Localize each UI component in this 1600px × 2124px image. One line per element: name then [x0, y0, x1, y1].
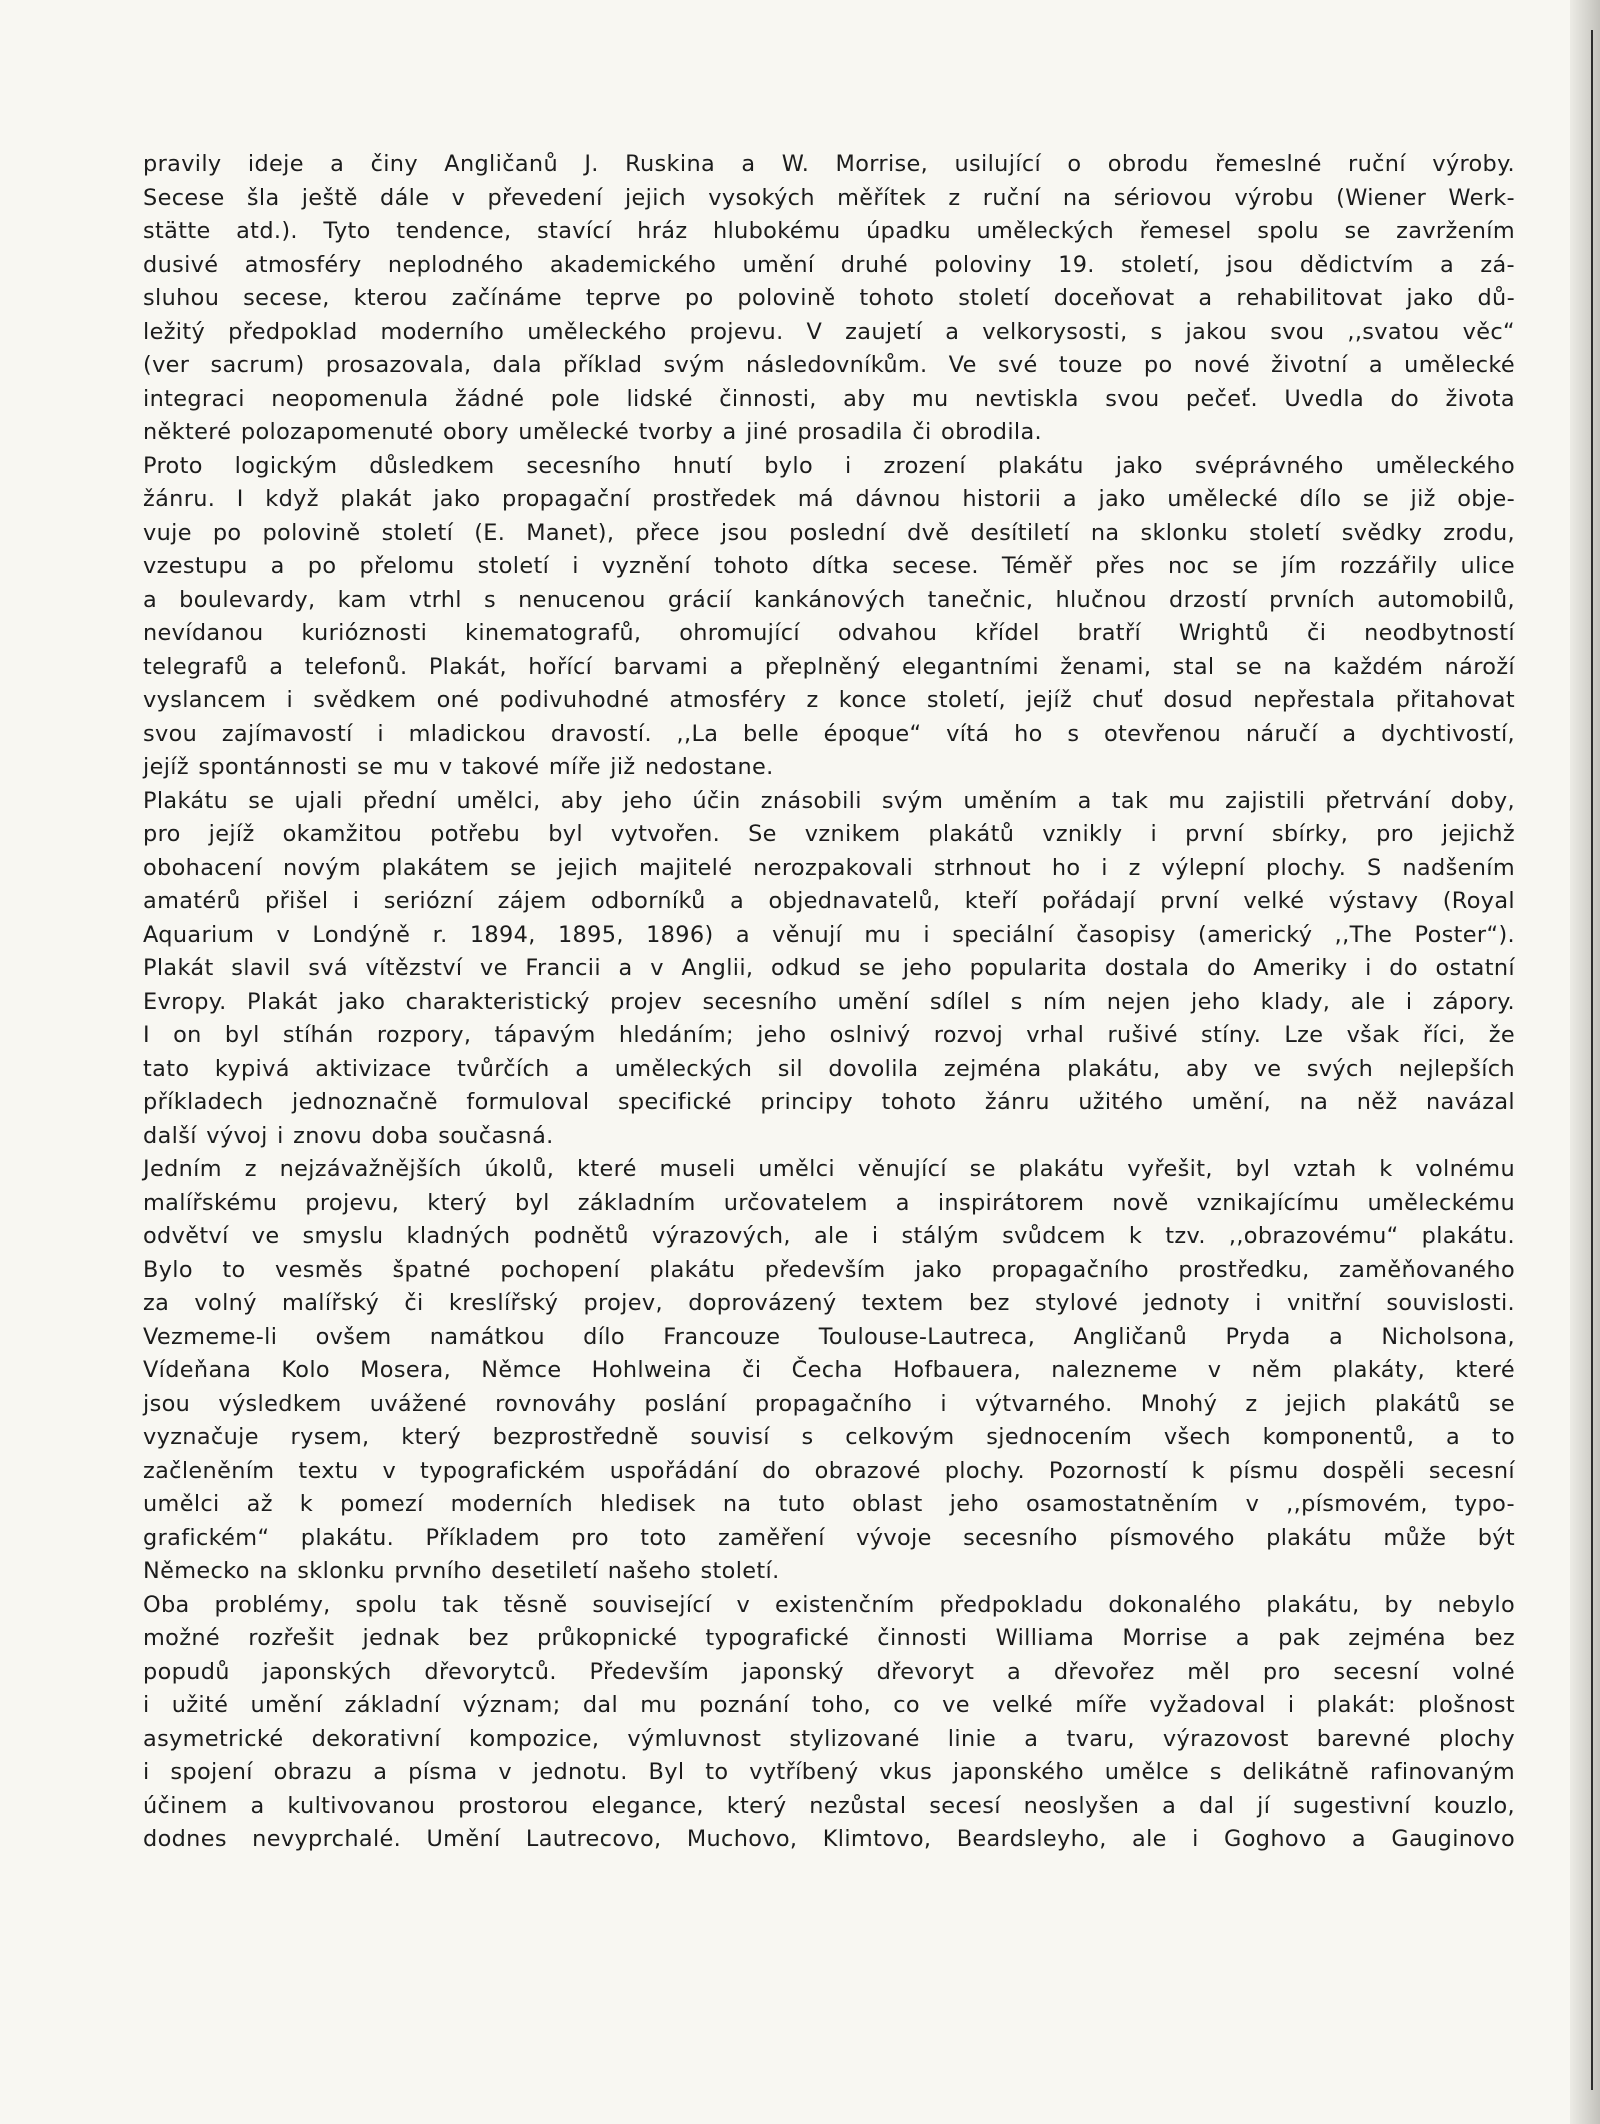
text-line: tato kypivá aktivizace tvůrčích a uměleckých sil dovolila zejména plakátu, aby ve svých nejlepších: [143, 1055, 1515, 1082]
text-line: Evropy. Plakát jako charakteristický projev secesního umění sdílel s ním nejen jeho klady, ale i zápory.: [143, 988, 1515, 1015]
binding-edge-line: [1591, 30, 1593, 2090]
text-line: žánru. I když plakát jako propagační prostředek má dávnou historii a jako umělecké dílo se již obje-: [143, 486, 1515, 512]
text-line: sluhou secese, kterou začínáme teprve po polovině tohoto století doceňovat a rehabilitovat jako dů-: [143, 285, 1515, 311]
text-line: účinem a kultivovanou prostorou elegance, který nezůstal secesí neoslyšen a dal jí sugestivní kouzlo,: [143, 1792, 1515, 1819]
paragraph: [143, 785, 1515, 1154]
text-line: Vídeňana Kolo Mosera, Němce Hohlweina či Čecha Hofbauera, nalezneme v něm plakáty, které: [143, 1357, 1515, 1383]
paragraph: [143, 148, 1515, 450]
paragraph: [143, 1589, 1515, 1857]
text-line: pravily ideje a činy Angličanů J. Ruskina a W. Morrise, usilující o obrodu řemeslné ruční výroby.: [143, 151, 1515, 177]
text-line: Secese šla ještě dále v převedení jejich vysokých měřítek z ruční na sériovou výrobu (Wiener Werk-: [143, 184, 1515, 211]
text-line: pro jejíž okamžitou potřebu byl vytvořen. Se vznikem plakátů vznikly i první sbírky, pro jejichž: [143, 821, 1515, 847]
text-line: Aquarium v Londýně r. 1894, 1895, 1896) a věnují mu i speciální časopisy (americký ,,The Poster“).: [143, 921, 1515, 948]
text-line: odvětví ve smyslu kladných podnětů výrazových, ale i stálým svůdcem k tzv. ,,obrazovému“ plakátu.: [143, 1223, 1515, 1249]
text-line: Plakátu se ujali přední umělci, aby jeho účin znásobili svým uměním a tak mu zajistili přetrvání doby,: [143, 787, 1515, 814]
text-line: asymetrické dekorativní kompozice, výmluvnost stylizované linie a tvaru, výrazovost barevné plochy: [143, 1725, 1515, 1752]
text-line: možné rozřešit jednak bez průkopnické typografické činnosti Williama Morrise a pak zejména bez: [143, 1625, 1515, 1651]
text-line: a boulevardy, kam vtrhl s nenucenou grácií kankánových tanečnic, hlučnou drzostí prvních automobilů,: [143, 586, 1515, 613]
text-line: malířskému projevu, který byl základním určovatelem a inspirátorem nově vznikajícímu uměleckému: [143, 1189, 1515, 1216]
text-line: dodnes nevyprchalé. Umění Lautrecovo, Muchovo, Klimtovo, Beardsleyho, ale i Goghovo a Gauginovo: [143, 1826, 1515, 1852]
text-line: Bylo to vesměs špatné pochopení plakátu především jako propagačního prostředku, zaměňovaného: [143, 1256, 1515, 1283]
text-line: amatérů přišel i seriózní zájem odborníků a objednavatelů, kteří pořádají první velké výstavy (Royal: [143, 888, 1515, 914]
text-line: jsou výsledkem uvážené rovnováhy poslání propagačního i výtvarného. Mnohý z jejich plakátů se: [143, 1390, 1515, 1417]
text-line: jejíž spontánnosti se mu v takové míře již nedostane.: [143, 754, 774, 780]
text-line: dusivé atmosféry neplodného akademického umění druhé poloviny 19. století, jsou dědictvím a zá-: [143, 251, 1515, 278]
text-line: další vývoj i znovu doba současná.: [143, 1122, 554, 1149]
text-line: začleněním textu v typografickém uspořádání do obrazové plochy. Pozorností k písmu dospěli secesní: [143, 1457, 1515, 1484]
text-line: vyznačuje rysem, který bezprostředně souvisí s celkovým sjednocením všech komponentů, a to: [143, 1424, 1515, 1450]
text-line: (ver sacrum) prosazovala, dala příklad svým následovníkům. Ve své touze po nové životní a umělecké: [143, 352, 1515, 378]
text-line: I on byl stíhán rozpory, tápavým hledáním; jeho oslnivý rozvoj vrhal rušivé stíny. Lze však říci, že: [143, 1022, 1515, 1048]
text-line: obohacení novým plakátem se jejich majitelé nerozpakovali strhnout ho i z výlepní plochy. S nadšením: [143, 854, 1515, 881]
paragraph: [143, 1153, 1515, 1589]
text-line: Vezmeme-li ovšem namátkou dílo Francouze Toulouse-Lautreca, Angličanů Pryda a Nicholsona,: [143, 1323, 1515, 1350]
text-line: integraci neopomenula žádné pole lidské činnosti, aby mu nevtiskla svou pečeť. Uvedla do života: [143, 385, 1515, 412]
text-line: vuje po polovině století (E. Manet), přece jsou poslední dvě desítiletí na sklonku století svědky zrodu,: [143, 519, 1515, 546]
paragraph: [143, 450, 1515, 785]
text-line: za volný malířský či kreslířský projev, doprovázený textem bez stylové jednoty i vnitřní souvislosti.: [143, 1290, 1515, 1316]
text-line: popudů japonských dřevorytců. Především japonský dřevoryt a dřevořez měl pro secesní volné: [143, 1658, 1515, 1685]
text-line: grafickém“ plakátu. Příkladem pro toto zaměření vývoje secesního písmového plakátu může být: [143, 1524, 1515, 1551]
text-line: umělci až k pomezí moderních hledisek na tuto oblast jeho osamostatněním v ,,písmovém, typo-: [143, 1491, 1515, 1517]
text-line: ležitý předpoklad moderního uměleckého projevu. V zaujetí a velkorysosti, s jakou svou ,,svatou věc“: [143, 318, 1515, 345]
text-line: Proto logickým důsledkem secesního hnutí bylo i zrození plakátu jako svéprávného uměleckého: [143, 452, 1515, 479]
text-line: telegrafů a telefonů. Plakát, hořící barvami a přeplněný elegantními ženami, stal se na každém nároží: [143, 653, 1515, 680]
page-gutter-shadow: [1570, 0, 1600, 2124]
text-line: nevídanou kurióznosti kinematografů, ohromující odvahou křídel bratří Wrightů či neodbytností: [143, 620, 1515, 646]
text-line: i spojení obrazu a písma v jednotu. Byl to vytříbený vkus japonského umělce s delikátně rafinovaným: [143, 1759, 1515, 1785]
text-line: Oba problémy, spolu tak těsně související v existenčním předpokladu dokonalého plakátu, by nebylo: [143, 1591, 1515, 1618]
text-line: Plakát slavil svá vítězství ve Francii a v Anglii, odkud se jeho popularita dostala do Ameriky i do ostatní: [143, 955, 1515, 981]
text-line: Jedním z nejzávažnějších úkolů, které museli umělci věnující se plakátu vyřešit, byl vztah k volnému: [143, 1156, 1515, 1182]
body-text: [143, 148, 1515, 1857]
text-line: vzestupu a po přelomu století i vyznění tohoto dítka secese. Téměř přes noc se jím rozzářily ulice: [143, 553, 1515, 579]
text-line: stätte atd.). Tyto tendence, stavící hráz hlubokému úpadku uměleckých řemesel spolu se zavržením: [143, 218, 1515, 244]
text-line: vyslancem i svědkem oné podivuhodné atmosféry z konce století, jejíž chuť dosud nepřestala přitahovat: [143, 687, 1515, 713]
text-line: i užité umění základní význam; dal mu poznání toho, co ve velké míře vyžadoval i plakát: plošnost: [143, 1692, 1515, 1718]
text-line: Německo na sklonku prvního desetiletí našeho století.: [143, 1558, 780, 1584]
text-line: některé polozapomenuté obory umělecké tvorby a jiné prosadila či obrodila.: [143, 419, 1043, 445]
text-line: svou zajímavostí i mladickou dravostí. ,,La belle époque“ vítá ho s otevřenou náručí a dychtivostí,: [143, 720, 1515, 747]
text-line: příkladech jednoznačně formuloval specifické principy tohoto žánru užitého umění, na něž navázal: [143, 1089, 1515, 1115]
